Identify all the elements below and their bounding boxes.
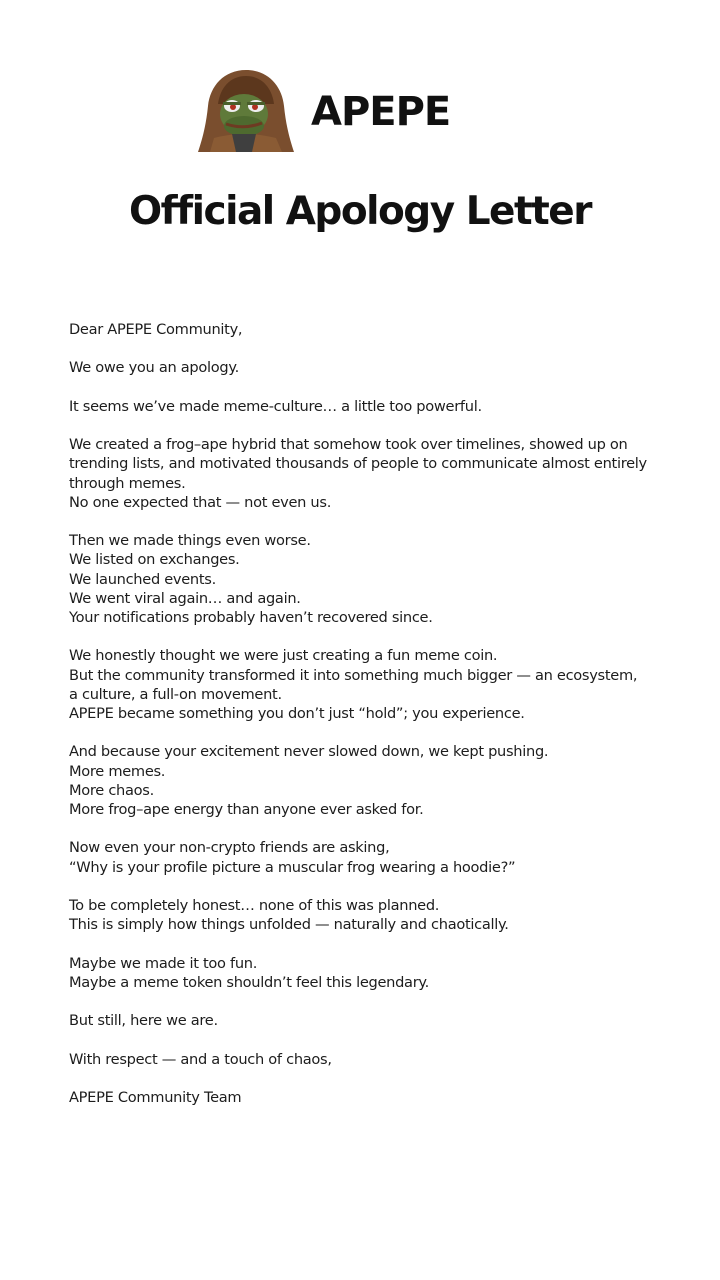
paragraph-2: It seems we’ve made meme-culture… a little too powerful.	[69, 397, 482, 415]
frog-hood-logo-image	[196, 68, 296, 154]
header	[196, 68, 526, 156]
paragraph-6: And because your excitement never slowed down, we kept pushing. More memes. More chaos. More frog–ape energy than anyone ever asked for.	[69, 743, 549, 818]
brand-name: APEPE	[311, 89, 451, 135]
paragraph-5: We honestly thought we were just creating a fun meme coin. But the community transformed it into something much bigger — an ecosystem, a culture, a full-on movement. APEPE became something you don’t just “hold”; you experience.	[69, 647, 638, 722]
paragraph-7: Now even your non-crypto friends are asking, “Why is your profile picture a muscular frog wearing a hoodie?”	[69, 839, 516, 876]
closing: With respect — and a touch of chaos,	[69, 1050, 332, 1068]
signature: APEPE Community Team	[69, 1088, 242, 1106]
paragraph-4: Then we made things even worse. We listed on exchanges. We launched events. We went viral again… and again. Your notifications probably haven’t recovered since.	[69, 532, 433, 626]
salutation: Dear APEPE Community,	[69, 321, 243, 338]
paragraph-1: We owe you an apology.	[69, 359, 239, 377]
letter-body	[69, 320, 669, 1126]
paragraph-9: Maybe we made it too fun. Maybe a meme token shouldn’t feel this legendary.	[69, 954, 429, 991]
paragraph-3: We created a frog–ape hybrid that somehow took over timelines, showed up on trending lists, and motivated thousands of people to communicate almost entirely through memes. No one expected that — not even us.	[69, 436, 647, 511]
paragraph-10: But still, here we are.	[69, 1012, 218, 1030]
letter-title: Official Apology Letter	[129, 189, 591, 234]
paragraph-8: To be completely honest… none of this was planned. This is simply how things unfolded — naturally and chaotically.	[69, 896, 509, 934]
